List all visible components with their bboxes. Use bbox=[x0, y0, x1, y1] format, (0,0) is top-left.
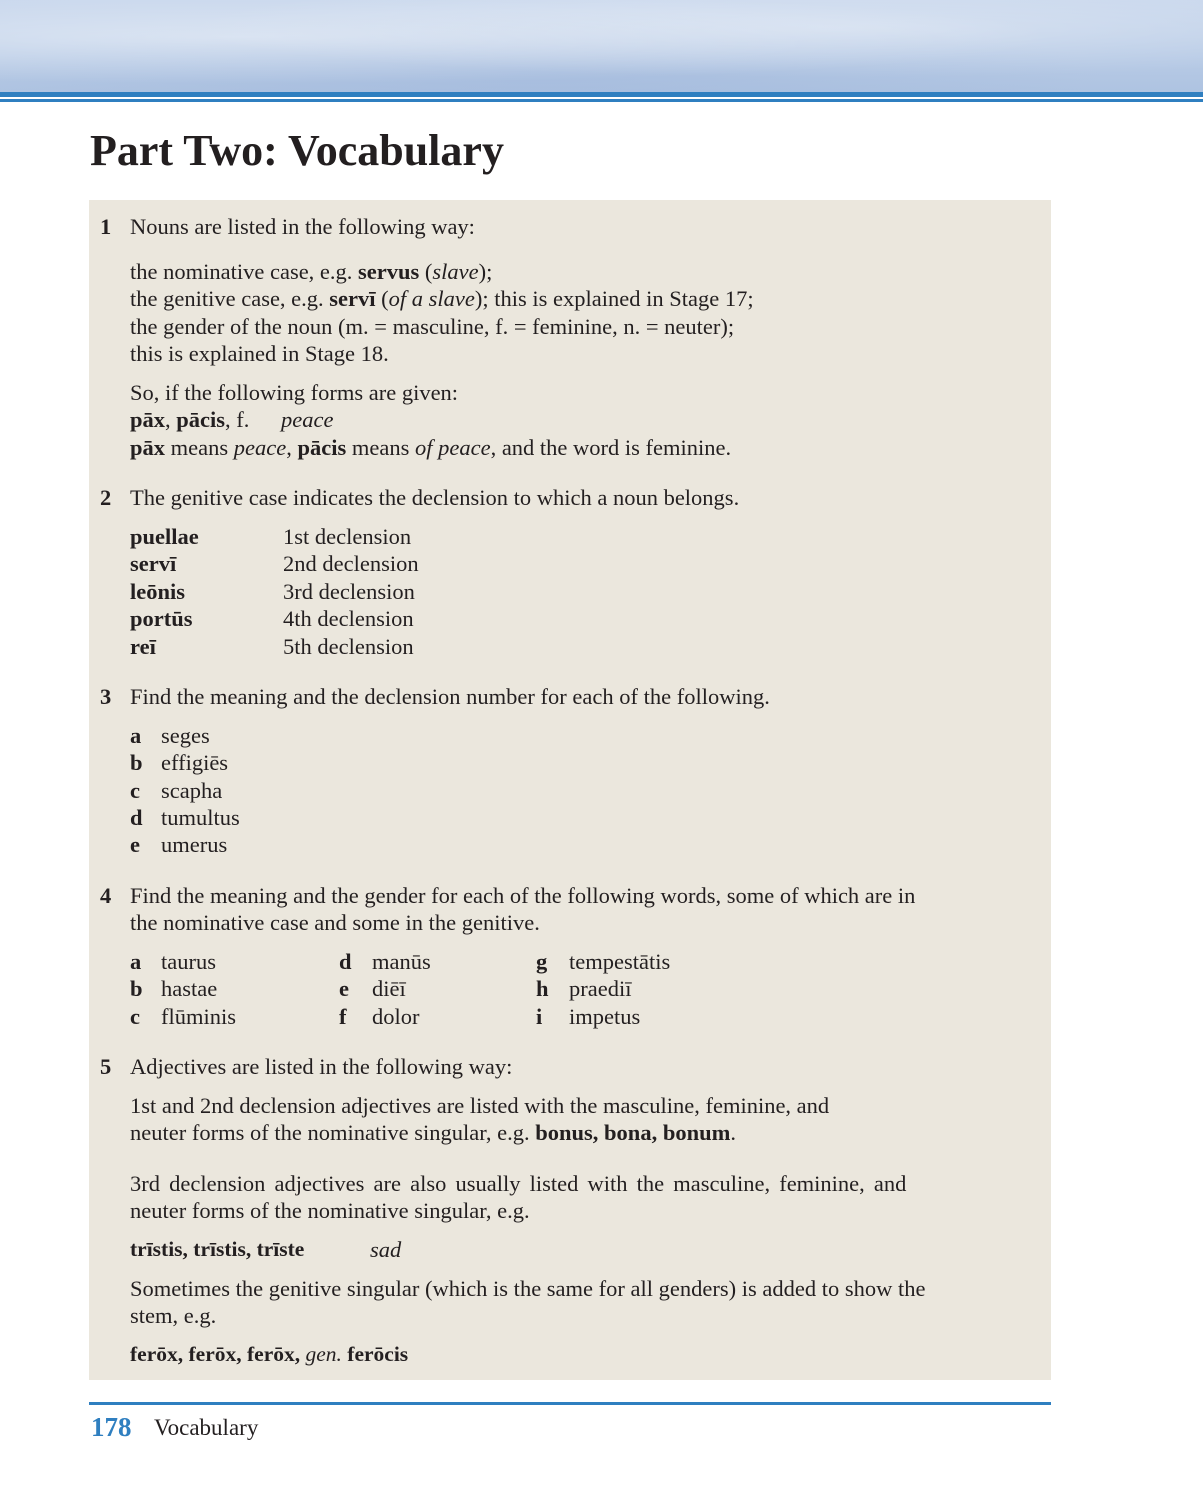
item-letter: i bbox=[536, 1004, 543, 1029]
declension-label: 5th declension bbox=[283, 634, 414, 659]
declension-label: 3rd declension bbox=[283, 579, 415, 604]
item-word: hastae bbox=[161, 976, 218, 1001]
paragraph-line: this is explained in Stage 18. bbox=[130, 341, 389, 366]
example-meaning: peace bbox=[281, 407, 334, 432]
item-letter: g bbox=[536, 949, 548, 974]
page-title: Part Two: Vocabulary bbox=[90, 126, 504, 175]
declension-word: leōnis bbox=[130, 579, 186, 604]
paragraph-line: the genitive case, e.g. servī (of a slave); this is explained in Stage 17; bbox=[130, 286, 754, 311]
item-word: effigiēs bbox=[161, 750, 229, 775]
item-letter: e bbox=[339, 976, 349, 1001]
section-intro: The genitive case indicates the declension to which a noun belongs. bbox=[130, 485, 740, 510]
item-letter: f bbox=[339, 1004, 347, 1029]
declension-label: 4th declension bbox=[283, 606, 414, 631]
item-word: tumultus bbox=[161, 805, 240, 830]
item-word: scapha bbox=[161, 778, 223, 803]
footer-section-label: Vocabulary bbox=[154, 1415, 259, 1440]
item-word: taurus bbox=[161, 949, 216, 974]
section-number: 1 bbox=[100, 214, 112, 239]
example-entry: ferōx, ferōx, ferōx, gen. ferōcis bbox=[130, 1342, 409, 1366]
item-letter: e bbox=[130, 832, 140, 857]
item-letter: h bbox=[536, 976, 549, 1001]
paragraph-line: So, if the following forms are given: bbox=[130, 380, 459, 405]
section-intro: Adjectives are listed in the following way: bbox=[130, 1054, 513, 1079]
header-rule-thin bbox=[0, 99, 1203, 102]
item-letter: c bbox=[130, 778, 140, 803]
item-word: tempestātis bbox=[569, 949, 671, 974]
item-word: dolor bbox=[372, 1004, 420, 1029]
footer-rule bbox=[89, 1402, 1051, 1405]
item-word: umerus bbox=[161, 832, 228, 857]
paragraph-line: neuter forms of the nominative singular, e.g. bbox=[130, 1198, 530, 1223]
item-letter: a bbox=[130, 949, 142, 974]
example-meaning: sad bbox=[370, 1237, 402, 1262]
example-entry: trīstis, trīstis, trīste bbox=[130, 1237, 305, 1261]
header-banner bbox=[0, 0, 1203, 92]
section-number: 3 bbox=[100, 684, 112, 709]
paragraph-line: stem, e.g. bbox=[130, 1303, 217, 1328]
item-letter: b bbox=[130, 976, 143, 1001]
section-number: 5 bbox=[100, 1054, 112, 1079]
item-letter: b bbox=[130, 750, 143, 775]
paragraph-line: neuter forms of the nominative singular, e.g. bonus, bona, bonum. bbox=[130, 1120, 736, 1145]
section-intro-cont: the nominative case and some in the genitive. bbox=[130, 910, 540, 935]
item-word: seges bbox=[161, 723, 210, 748]
paragraph-line: pāx means peace, pācis means of peace, and the word is feminine. bbox=[130, 435, 732, 460]
item-word: manūs bbox=[372, 949, 431, 974]
header-rule bbox=[0, 92, 1203, 97]
item-letter: d bbox=[130, 805, 143, 830]
declension-word: servī bbox=[130, 551, 177, 576]
paragraph-line: 1st and 2nd declension adjectives are listed with the masculine, feminine, and bbox=[130, 1093, 830, 1118]
declension-word: puellae bbox=[130, 524, 199, 549]
section-intro: Find the meaning and the gender for each of the following words, some of which are in bbox=[130, 883, 916, 908]
paragraph-line: the nominative case, e.g. servus (slave); bbox=[130, 259, 493, 284]
declension-label: 1st declension bbox=[283, 524, 412, 549]
item-letter: c bbox=[130, 1004, 140, 1029]
section-number: 4 bbox=[100, 883, 112, 908]
item-word: praediī bbox=[569, 976, 632, 1001]
section-intro: Find the meaning and the declension number for each of the following. bbox=[130, 684, 770, 709]
item-word: diēī bbox=[372, 976, 406, 1001]
item-letter: d bbox=[339, 949, 352, 974]
declension-word: reī bbox=[130, 634, 156, 659]
paragraph-line: the gender of the noun (m. = masculine, f. = feminine, n. = neuter); bbox=[130, 314, 735, 339]
item-word: flūminis bbox=[161, 1004, 237, 1029]
page-number: 178 bbox=[91, 1412, 132, 1442]
section-intro: Nouns are listed in the following way: bbox=[130, 214, 475, 239]
example-entry: pāx, pācis, f. bbox=[130, 407, 250, 432]
item-letter: a bbox=[130, 723, 142, 748]
paragraph-line: 3rd declension adjectives are also usually listed with the masculine, feminine, and bbox=[130, 1171, 907, 1196]
declension-word: portūs bbox=[130, 606, 193, 631]
item-word: impetus bbox=[569, 1004, 641, 1029]
declension-label: 2nd declension bbox=[283, 551, 419, 576]
section-number: 2 bbox=[100, 485, 112, 510]
paragraph-line: Sometimes the genitive singular (which is the same for all genders) is added to show the bbox=[130, 1276, 926, 1301]
